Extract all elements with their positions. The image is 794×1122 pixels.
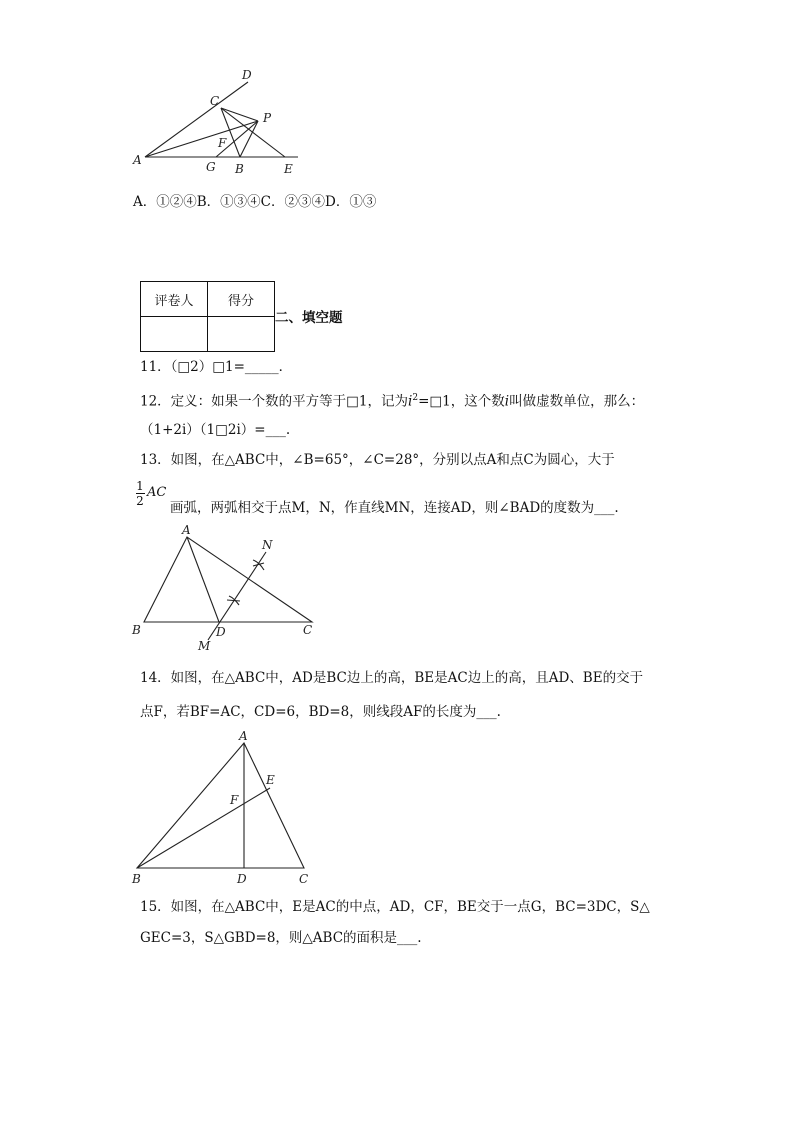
label-C: C [210,94,220,108]
label-C: C [303,623,313,637]
q12-sup: 2 [412,393,419,403]
label-E: E [284,162,293,176]
label-G: G [206,160,216,174]
label-A: A [133,153,142,167]
label-F: F [218,136,227,150]
q14-line1: 14．如图，在△ABC中，AD是BC边上的高，BE是AC边上的高，且AD、BE的交于 [140,670,644,686]
label-D: D [242,68,252,82]
q12-i: i [408,393,413,410]
label-C: C [299,872,309,886]
altitude-BE [137,788,270,868]
section-title: 二、填空题 [275,310,343,326]
q13-frac-tail: AC [147,485,167,500]
label-N: N [262,538,273,552]
triangle-ABC [137,743,304,868]
label-B: B [132,872,141,886]
frac-num: 1 [136,479,144,493]
label-A: A [182,523,191,537]
grader-cell: 评卷人 [141,282,208,317]
label-B: B [132,623,141,637]
label-F: F [230,793,239,807]
q15-line1: 15．如图，在△ABC中，E是AC的中点，AD，CF，BE交于一点G，BC=3DC，S△ [140,899,650,915]
q12-i2: i [504,393,510,410]
q13-line1: 13．如图，在△ABC中，∠B=65°，∠C=28°，分别以点A和点C为圆心，大于 [140,452,615,468]
label-A: A [239,729,248,743]
score-cell: 得分 [208,282,275,317]
label-P: P [263,111,272,125]
q12-text-b: =□1，这个数 [418,393,505,410]
q15-line2: GEC=3，S△GBD=8，则△ABC的面积是___. [140,930,422,946]
label-D: D [237,872,247,886]
q14-line2: 点F，若BF=AC，CD=6，BD=8，则线段AF的长度为___. [140,704,501,720]
frac-den: 2 [136,494,144,508]
label-B: B [235,162,244,176]
q13-line2: 画弧，两弧相交于点M，N，作直线MN，连接AD，则∠BAD的度数为___. [170,500,619,516]
q12-text-a: 12．定义：如果一个数的平方等于□1，记为 [140,393,409,410]
label-M: M [198,639,211,653]
q11: 11．（□2）□1=_____． [140,359,293,375]
label-E: E [266,773,275,787]
q12-text-c: 叫做虚数单位，那么： [509,393,645,410]
q12-line2: （1+2i）（1□2i）=___. [140,422,291,438]
q10-options: A．①②④B．①③④C．②③④D．①③ [133,194,377,210]
label-D: D [216,625,226,639]
